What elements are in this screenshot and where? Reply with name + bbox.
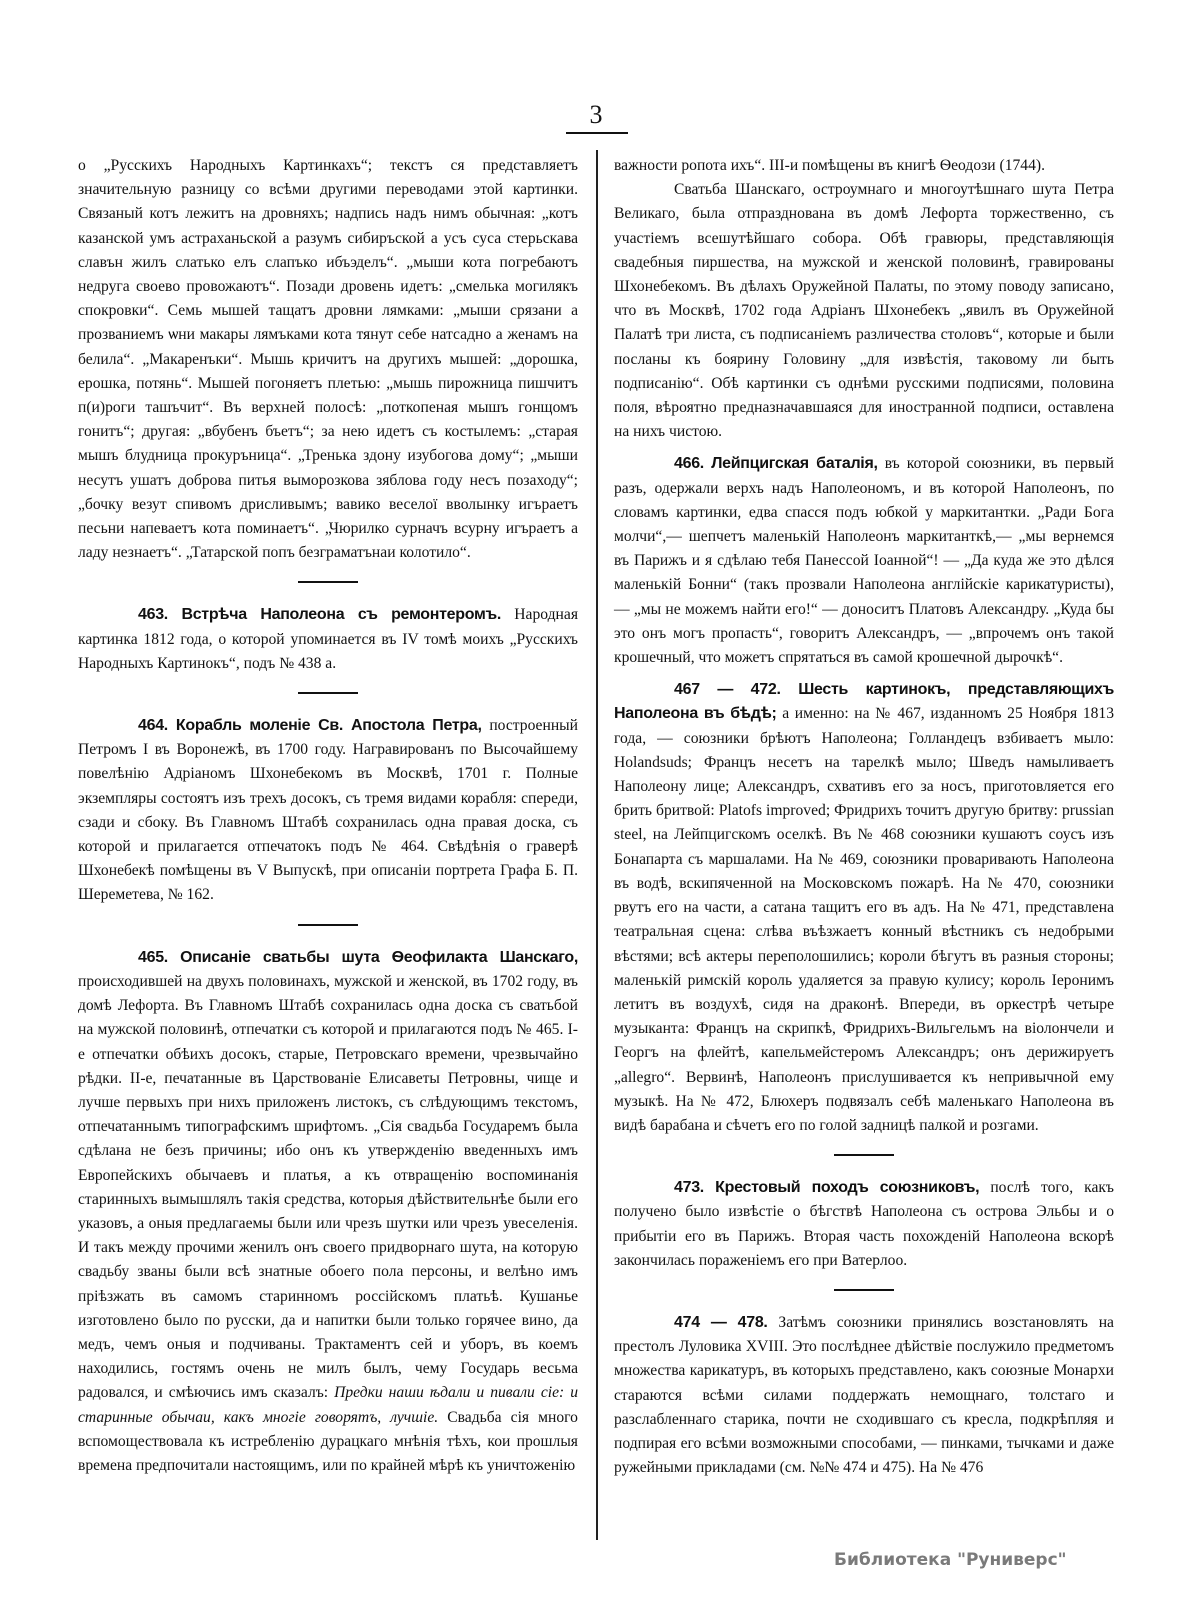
entry-heading: 466. Лейпцигская баталія,: [674, 455, 878, 473]
entry-heading: 464. Корабль моленіе Св. Апостола Петра,: [138, 717, 482, 735]
entry-heading: 473. Крестовый походъ союзниковъ,: [674, 1179, 980, 1197]
entry-heading: 463. Встрѣча Наполеона съ ремонтеромъ.: [138, 606, 502, 624]
paragraph-shanskiy-wedding: Сватьба Шанскаго, остроумнаго и многоутѣшнаго шута Петра Великаго, была отпразднована въ домѣ Лефорта торжественно, съ участіемъ всешутѣйшаго собора. Обѣ гравюры, представляющія свадебныя пиршества, на мужской и женской половинѣ, гравированы Шхонебекомъ. Въ дѣлахъ Оружейной Палаты, по этому поводу записано, что въ Москвѣ, 1702 года Адріанъ Шхонебекъ „явилъ въ Оружейной Палатѣ три листа, съ подписаніемъ различества столовъ“, которые и были посланы къ боярину Головину „для извѣстія, таковому ли быть подписанію“. Обѣ картинки съ однѣми русскими подписями, половина поля, вѣроятно предназначавшаяся для иностранной подписи, оставлена на нихъ чистою.: [614, 181, 1114, 441]
section-separator: [298, 692, 358, 694]
column-divider: [596, 150, 598, 1540]
section-separator: [834, 1289, 894, 1291]
entry-body: Затѣмъ союзники принялись возстановлять на престолъ Луловика XVIII. Это послѣднее дѣйствіе послужило предметомъ множества карикатуръ, въ которыхъ представлено, какъ союзные Монархи стараются всѣми силами поддержать немощнаго, толстаго и разслабленнаго старика, почти не сходившаго съ кресла, подкрѣпляя и подпирая его всѣми возможными способами, — пинками, тычками и даже ружейными прикладами (см. №№ 474 и 475). На № 476: [614, 1313, 1114, 1477]
entry-heading: 474 — 478.: [674, 1313, 768, 1331]
entry-heading: 465. Описаніе сватьбы шута Ѳеофилакта Шанскаго,: [138, 948, 578, 966]
entry-463: [78, 603, 578, 676]
left-column: [78, 154, 578, 1478]
section-separator: [298, 924, 358, 926]
entry-body: происходившей на двухъ половинахъ, мужской и женской, въ 1702 году, въ домѣ Лефорта. Въ Главномъ Штабѣ сохранилась одна доска съ сватьбой на мужской половинѣ, отпечатки съ которой и прилагаются подъ № 465. I-е отпечатки обѣихъ досокъ, старые, Петровскаго времени, чрезвычайно рѣдки. II-е, печатанные въ Царствованіе Елисаветы Петровны, чище и лучше первыхъ при нихъ приложенъ листокъ, съ слѣдующимъ текстомъ, отпечатаннымъ типографскимъ шрифтомъ. „Сія свадьба Государемъ была сдѣлана не безъ причины; ибо онъ къ утвержденію введенныхъ имъ Европейскихъ обычаевъ и платья, а къ отвращенію воспоминанія старинныхъ вымышлялъ такія средства, которыя дѣйствительнѣе были его указовъ, а оныя предлагаемы были или чрезъ шутки или чрезъ увеселенія. И такъ между прочими женилъ онъ своего придворнаго шута, на которую свадьбу званы были всѣ знатные обоего пола персоны, и велѣно имъ пріѣзжать въ самомъ старинномъ россійскомъ платьѣ. Кушанье изготовлено было по русски, да и напитки были только горячее вино, да медъ, чемъ оныя и подчиваны. Трактаментъ сей и уборъ, въ коемъ находились, гостямъ очень не милъ былъ, чему Государь весьма радовался, и смѣючись имъ сказалъ:: [78, 972, 578, 1402]
page-number-rule: [566, 132, 628, 134]
right-column: [614, 154, 1114, 1480]
entry-body: въ которой союзники, въ первый разъ, одержали верхъ надъ Наполеономъ, и въ которой Наполеонъ, по словамъ картинки, едва спасся подъ юбкой у маркитантки. „Ради Бога молчи“,— шепчетъ маленькій Наполеонъ маркитанткѣ,— „мы вернемся въ Парижъ и я сдѣлаю тебя Панессой Іоанной“! — „Да куда же это дѣлся маленькій Бонни“ (такъ прозвали Наполеона англійскіе карикатуристы), — „мы не можемъ найти его!“ — доноситъ Платовъ Александру. „Куда бы это онъ могъ пропасть“, говоритъ Александръ, — „впрочемъ онъ такой крошечный, что можетъ спрятаться въ самой крошечной дырочкѣ“.: [614, 455, 1114, 667]
entry-body: Народная картинка 1812 года, о которой упоминается въ IV томѣ моихъ „Русскихъ Народныхъ Картинокъ“, подъ № 438 а.: [78, 606, 578, 672]
entry-465: [78, 946, 578, 1478]
entry-body: а именно: на № 467, изданномъ 25 Ноября 1813 года, — союзники брѣютъ Наполеона; Голландецъ взбиваетъ мыло: Holandsuds; Францъ несетъ на тарелкѣ мыло; Шведъ намыливаетъ Наполеону лице; Александръ, схвативъ его за носъ, приготовляется его брить бритвой: Platofs improved; Фридрихъ точитъ другую бритву: prussian steel, на Лейпцигскомъ оселкѣ. Въ № 468 союзники кушаютъ соусъ изъ Бонапарта съ маршалами. На № 469, союзники проваривають Наполеона въ водѣ, вскипяченной на Московскомъ пожарѣ. На № 470, союзники рвутъ его на части, а сатана тащитъ его въ адъ. На № 471, представлена театральная сцена: слѣва въѣзжаетъ конный вѣстникъ съ недобрыми вѣстями; всѣ актеры переполошились; короли бѣгутъ въ разныя стороны; маленькій римскій король удаляется за правую кулису; король Іеронимъ летитъ въ воздухѣ, сидя на драконѣ. Впереди, въ оркестрѣ четыре музыканта: Францъ на скрипкѣ, Фридрихъ-Вильгельмъ на віолончели и Георгъ на флейтѣ, капельмейстеромъ Александръ; онъ дерижируетъ „allegro“. Вервинѣ, Наполеонъ прислушивается къ непривычной ему музыкѣ. На № 472, Блюхеръ подвязалъ себѣ маленькаго Наполеона въ видѣ барабана и сѣчетъ его по голой задницѣ палкой и розгами.: [614, 705, 1115, 1134]
entry-467-472: [614, 678, 1114, 1138]
entry-body: построенный Петромъ I въ Воронежѣ, въ 1700 году. Награвированъ по Высочайшему повелѣнію Адріаномъ Шхонебекомъ въ Москвѣ, 1701 г. Полные экземпляры состоятъ изъ трехъ досокъ, съ тремя видами корабля: спереди, сзади и сбоку. Въ Главномъ Штабѣ сохранилась одна правая доска, съ которой и прилагается отпечатокъ подъ № 464. Свѣдѣнія о граверѣ Шхонебекѣ помѣщены въ V Выпускѣ, при описаніи портрета Графа Б. П. Шереметева, № 162.: [78, 717, 578, 904]
section-separator: [834, 1154, 894, 1156]
entry-473: [614, 1176, 1114, 1273]
page-number: 3: [589, 100, 603, 129]
entry-heading: 467 — 472. Шесть картинокъ, представляющихъ Наполеона въ бѣдѣ;: [614, 681, 1114, 723]
entry-body: послѣ того, какъ получено было извѣстіе о бѣгствѣ Наполеона съ острова Эльбы и о прибытіи его въ Парижъ. Вторая часть похожденій Наполеона вскорѣ закончилась пораженіемъ его при Ватерлоо.: [614, 1179, 1114, 1269]
section-separator: [298, 581, 358, 583]
italic-quote: Предки наши ѣдали и пивали сіе: и старинные обычаи, какъ многіе говорятъ, лучшіе.: [78, 1384, 578, 1426]
continuation-paragraph: важности ропота ихъ“. III-и помѣщены въ книгѣ Ѳеодози (1744).: [614, 157, 1045, 174]
entry-body-continued: Свадьба сія много вспомоществовала къ истребленію дурацкаго мнѣнія тѣхъ, кои прошлыя времена предпочитали настоящимъ, или по крайней мѣрѣ къ уничтоженію: [78, 1408, 578, 1474]
intro-paragraph: о „Русскихъ Народныхъ Картинкахъ“; текстъ ся представляетъ значительную разницу со всѣми другими переводами этой картинки. Связаный котъ лежитъ на дровняхъ; надпись надъ нимъ обычная: „котъ казанской умъ астраханьской а разумъ сибиръской а усъ суса стерьскава славън жилъ слатько елъ слапъко ибъэделъ“. „мыши кота погребаютъ недруга своево провожаютъ“. Позади дровень идетъ: „смелька могилякъ спокровки“. Семь мышей тащатъ дровни лямками: „мыши срязани а прозваниемъ ѡни макары лямъками кота тянут себе натсадно а женамъ на белила“. „Макаренъки“. Мышь кричитъ на другихъ мышей: „дорошка, ерошка, потянь“. Мышей погоняетъ плетью: „мышь пирожница пишчитъ п(и)роги ташъчит“. Въ верхней полосѣ: „поткопеная мышъ гонщомъ гонитъ“; другая: „вбубенъ бъетъ“; за нею идетъ съ костылемъ: „старая мышъ блудница прокуръница“. „Тренька здону изубогова дому“; „мыши несутъ ушатъ доброва питья выморозкова зяблова году несъ позаходу“; „бочку везут спивомъ дрисливымъ; вавико веселої вволынку игъраетъ песьни напеваетъ кота поминаетъ“. „Чюрилко сурначъ всурну игъраетъ а ладу незнаетъ“. „Татарской попъ безграматънаи колотило“.: [78, 157, 578, 562]
library-watermark: Библиотека "Руниверс": [834, 1550, 1067, 1570]
entry-464: [78, 714, 578, 908]
entry-474-478: [614, 1311, 1114, 1480]
entry-466: [614, 452, 1114, 670]
